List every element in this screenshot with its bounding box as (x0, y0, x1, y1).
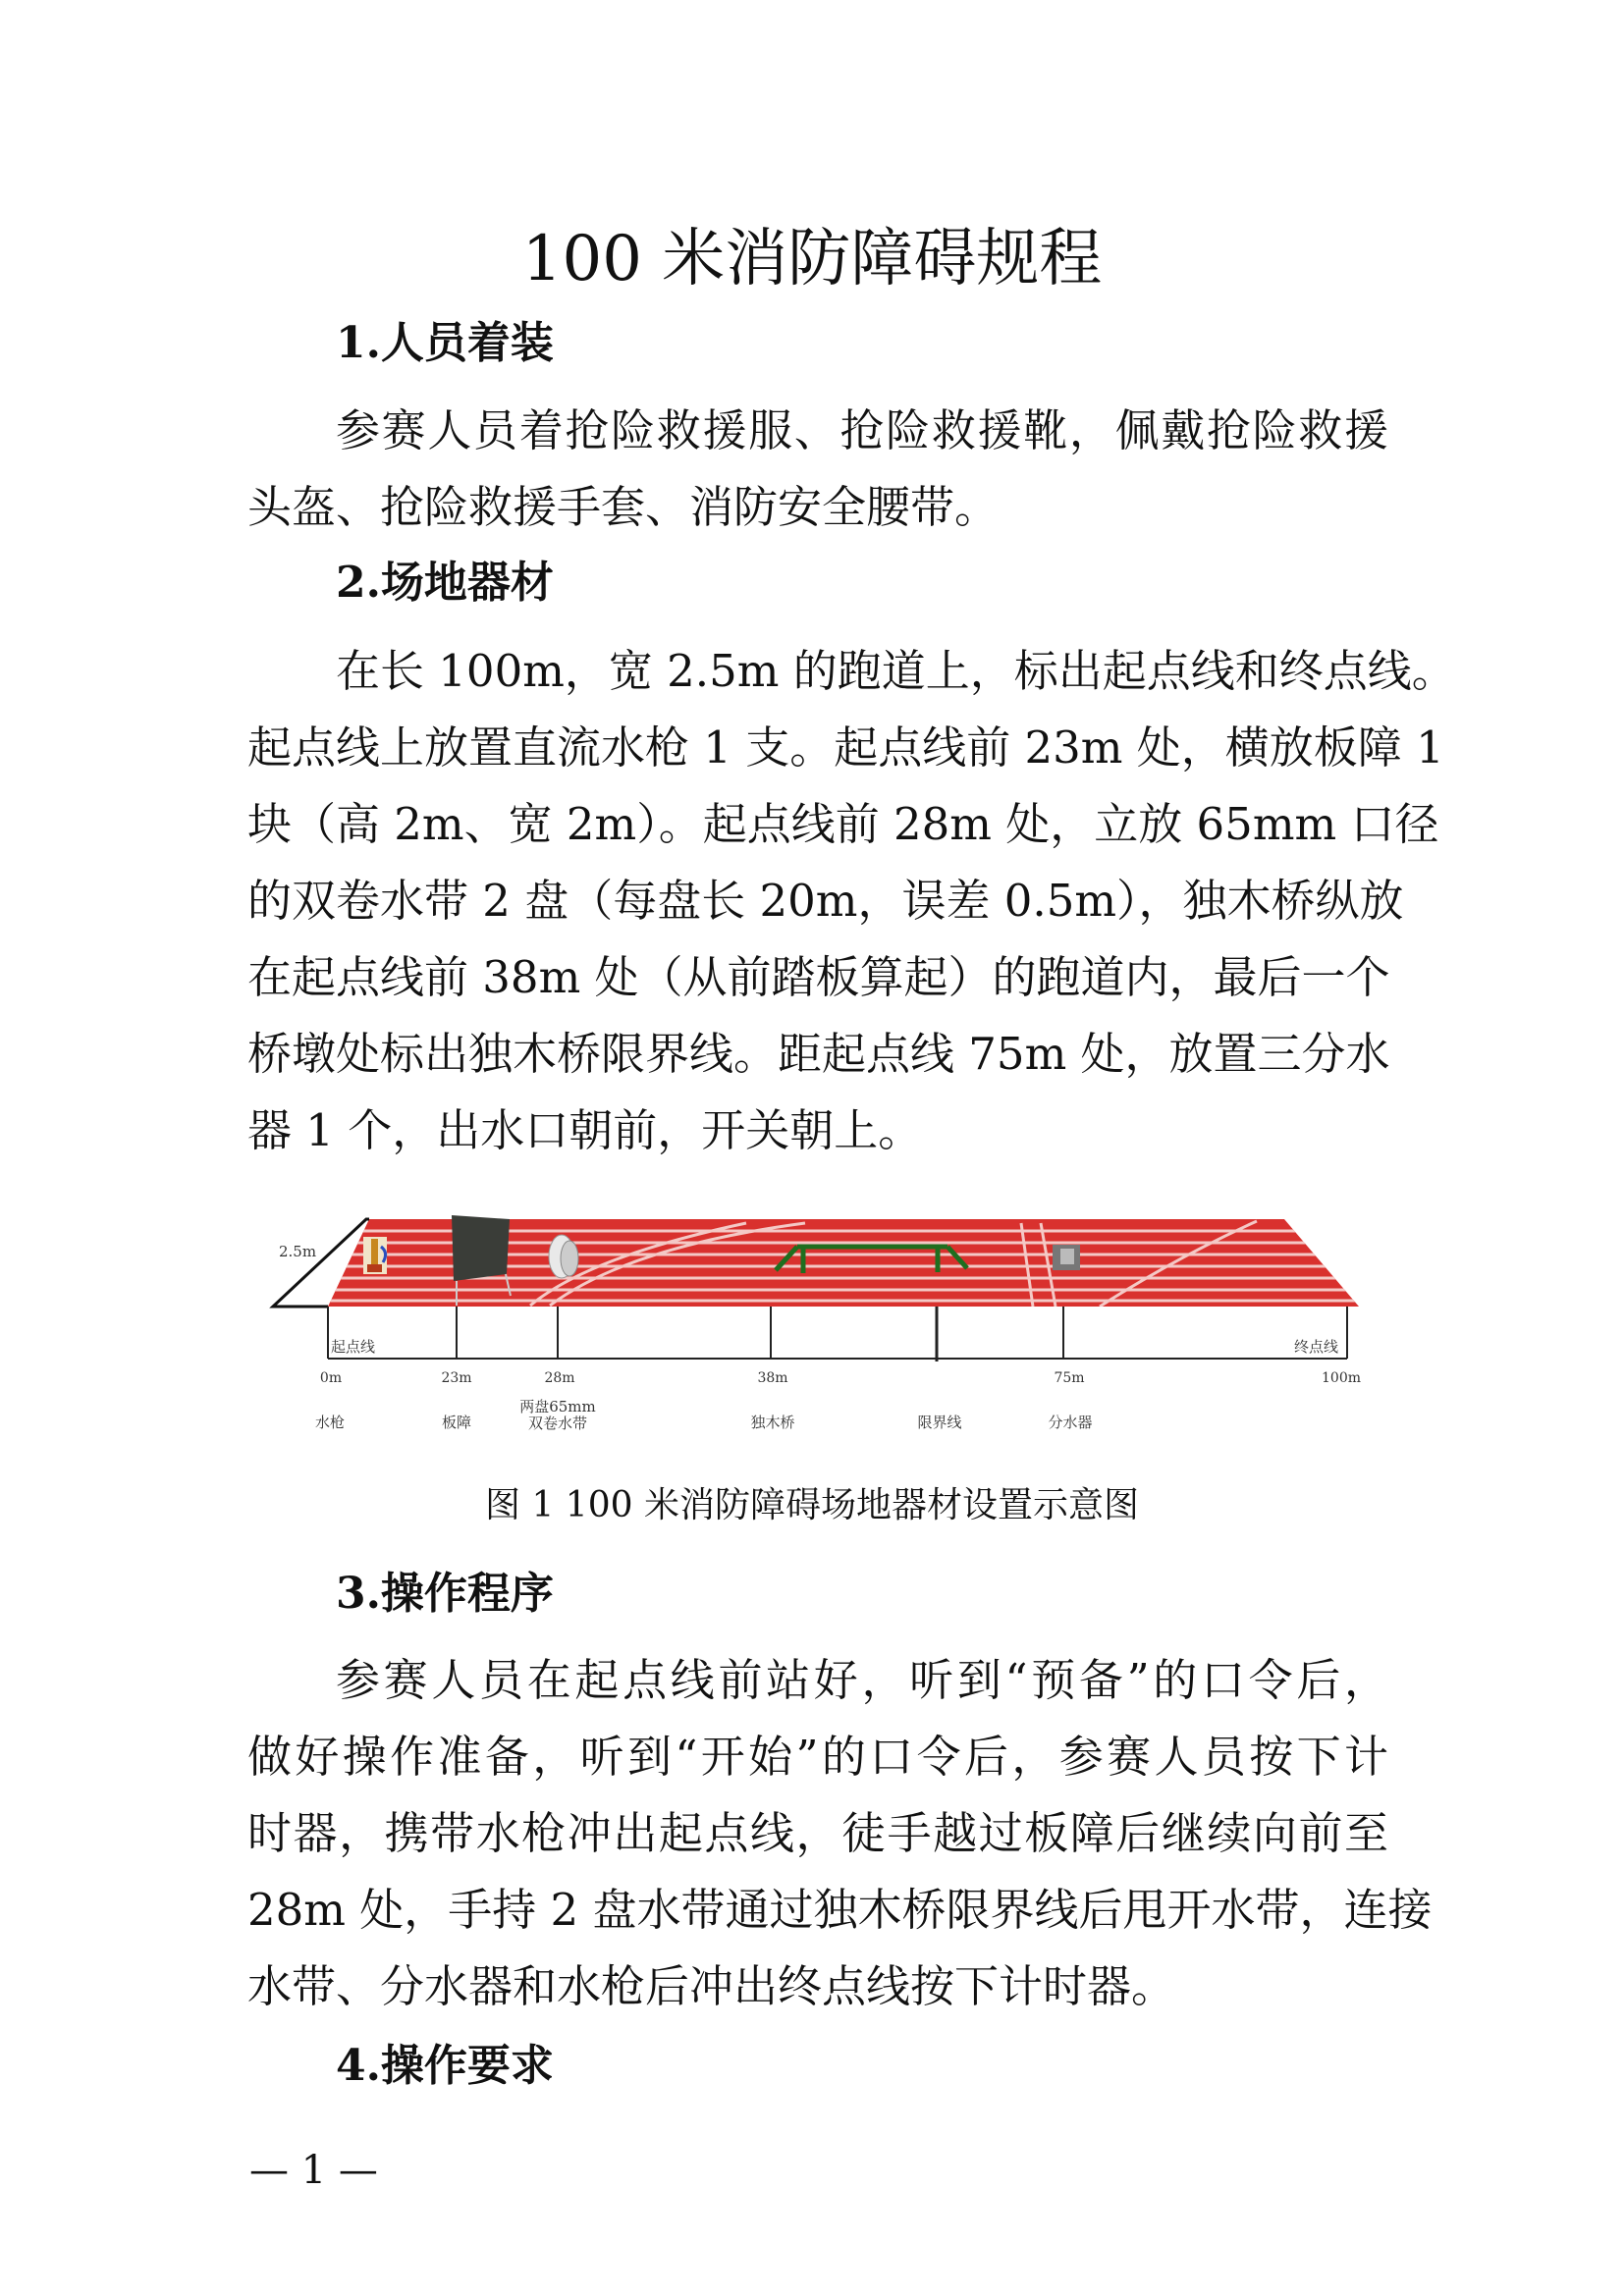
section-heading-4: 4.操作要求 (336, 2041, 554, 2091)
text-line: 桥墩处标出独木桥限界线。距起点线 75m 处，放置三分水 (247, 1028, 1390, 1080)
section-heading-3: 3.操作程序 (336, 1569, 554, 1619)
water-divider-icon (1053, 1245, 1080, 1270)
section-heading-2: 2.场地器材 (336, 558, 554, 608)
distance-markers (328, 1307, 1347, 1362)
finish-line-label: 终点线 (1294, 1338, 1339, 1356)
item-label: 两盘65mm (519, 1398, 596, 1415)
item-labels (315, 1398, 1093, 1432)
item-label: 板障 (441, 1414, 472, 1431)
text-line: 头盔、抢险救援手套、消防安全腰带。 (247, 481, 1000, 533)
text-line: 时器，携带水枪冲出起点线，徒手越过板障后继续向前至 (247, 1807, 1388, 1859)
text-line: 做好操作准备，听到“开始”的口令后，参赛人员按下计 (247, 1731, 1388, 1783)
text-line: 水带、分水器和水枪后冲出终点线按下计时器。 (247, 1960, 1176, 2012)
page-number: — 1 — (249, 2148, 378, 2193)
text-line: 起点线上放置直流水枪 1 支。起点线前 23m 处，横放板障 1 (247, 721, 1444, 774)
text-line: 的双卷水带 2 盘（每盘长 20m，误差 0.5m），独木桥纵放 (247, 875, 1404, 927)
distance-label: 75m (1054, 1370, 1085, 1386)
start-line-label: 起点线 (331, 1338, 376, 1356)
text-line: 器 1 个，出水口朝前，开关朝上。 (247, 1104, 923, 1156)
text-line: 参赛人员着抢险救援服、抢险救援靴，佩戴抢险救援 (336, 404, 1388, 456)
page-title: 100 米消防障碍规程 (521, 223, 1103, 295)
item-label: 水枪 (314, 1414, 346, 1431)
item-label: 独木桥 (750, 1414, 795, 1431)
nozzle-icon (363, 1237, 387, 1274)
paragraph-procedure (247, 1642, 1433, 2025)
item-label: 双卷水带 (527, 1415, 588, 1432)
distance-label: 28m (544, 1370, 575, 1386)
distance-label: 100m (1322, 1370, 1361, 1386)
distance-labels (320, 1370, 1361, 1386)
width-label: 2.5m (279, 1243, 317, 1260)
board-barrier-icon (452, 1215, 510, 1281)
text-line: 块（高 2m、宽 2m）。起点线前 28m 处，立放 65mm 口径 (247, 798, 1439, 850)
distance-label: 23m (441, 1370, 472, 1386)
text-line: 在长 100m，宽 2.5m 的跑道上，标出起点线和终点线。 (336, 645, 1456, 697)
text-line: 28m 处，手持 2 盘水带通过独木桥限界线后甩开水带，连接 (247, 1884, 1433, 1936)
text-line: 参赛人员在起点线前站好，听到“预备”的口令后， (336, 1654, 1388, 1706)
item-label: 分水器 (1048, 1414, 1093, 1431)
item-label: 限界线 (917, 1414, 962, 1431)
text-line: 在起点线前 38m 处（从前踏板算起）的跑道内，最后一个 (247, 951, 1390, 1003)
distance-label: 0m (319, 1370, 343, 1386)
distance-label: 38m (757, 1370, 788, 1386)
section-heading-1: 1.人员着装 (336, 318, 554, 368)
figure-caption: 图 1 100 米消防障碍场地器材设置示意图 (485, 1485, 1139, 1525)
